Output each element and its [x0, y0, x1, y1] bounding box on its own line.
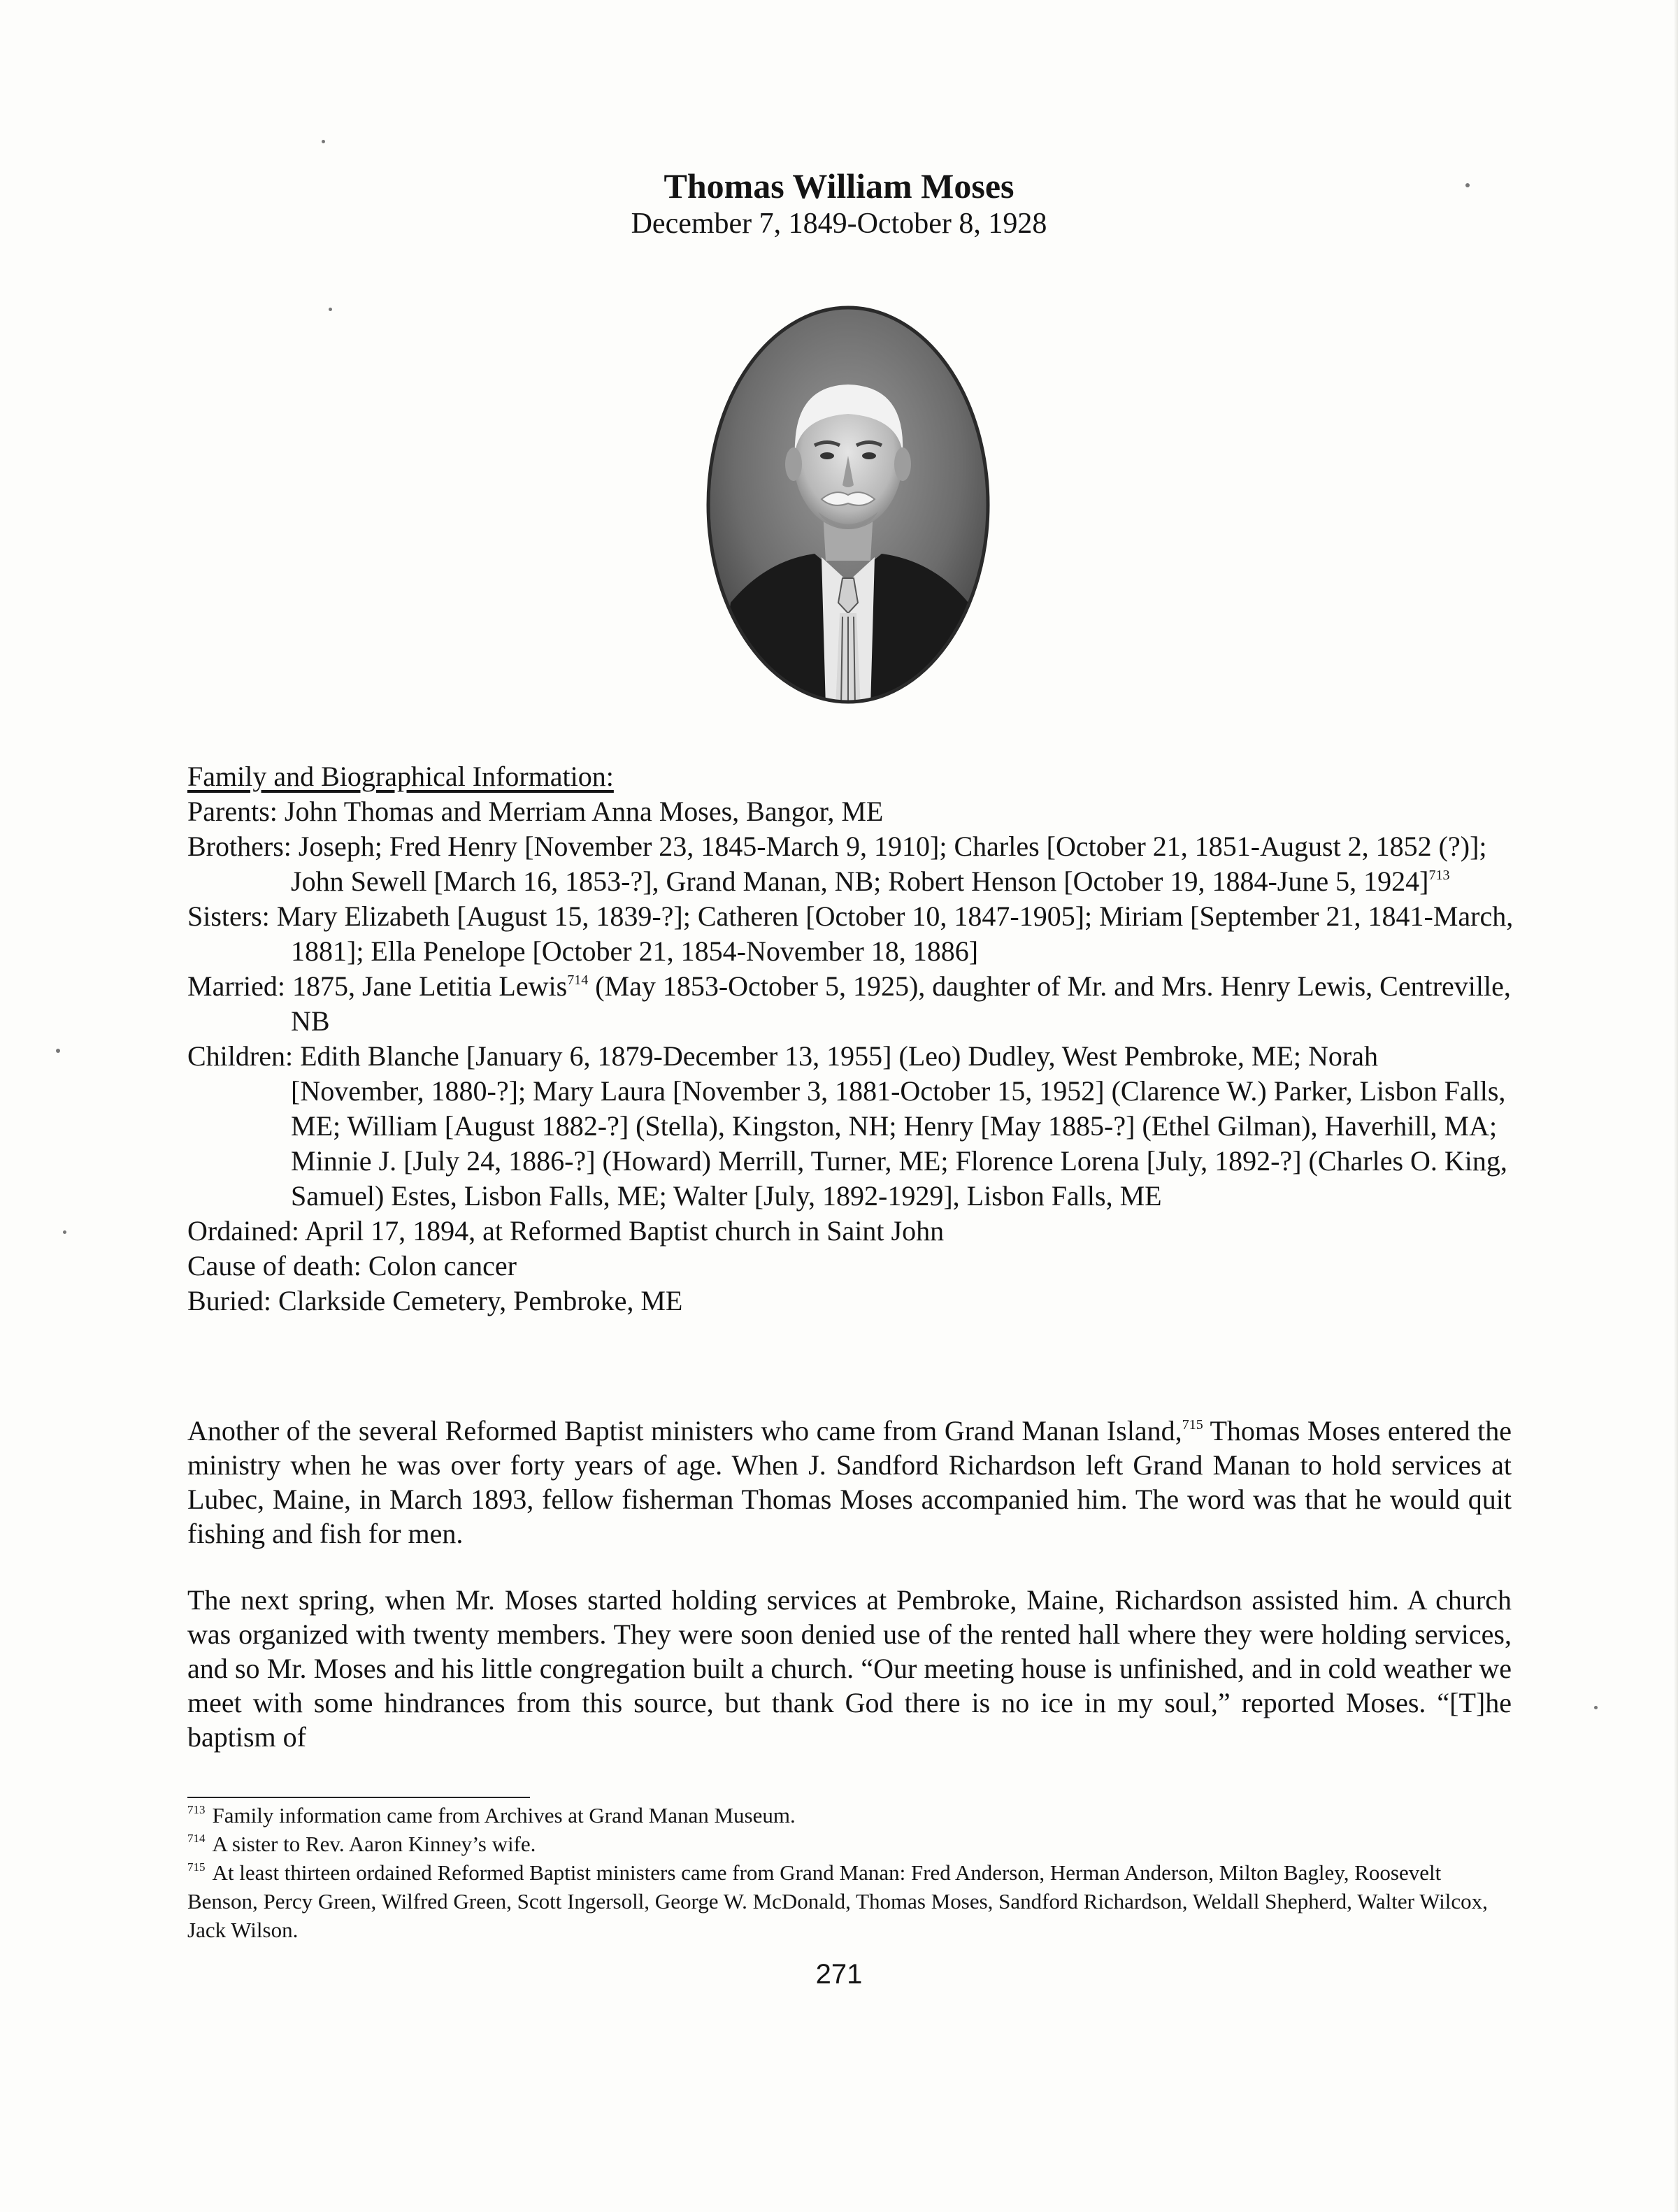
portrait-photo [703, 302, 994, 708]
married-entry [187, 969, 1516, 1039]
footnotes-block [187, 1801, 1502, 1944]
body-paragraph-2: The next spring, when Mr. Moses started holding services at Pembroke, Maine, Richardson assisted him. A church was organized with twenty members. They were soon denied use of the rented hall where they were holding services, and so Mr. Moses and his little congregation built a church. “Our meeting house is unfinished, and in cold weather we meet with some hindrances from this source, but thank God there is no ice in my soul,” reported Moses. “[T]he baptism of [187, 1584, 1512, 1753]
entry-text-tail: (May 1853-October 5, 1925), daughter of Mr. and Mrs. Henry Lewis, Centreville, NB [291, 970, 1511, 1037]
children-entry [187, 1039, 1516, 1214]
footnote-number: 714 [187, 1832, 206, 1845]
scan-speck [1594, 1706, 1598, 1709]
buried-entry [187, 1284, 1516, 1319]
footnote-text: Family information came from Archives at Grand Manan Museum. [212, 1803, 796, 1827]
page-number: 271 [815, 1959, 863, 1990]
scan-speck [63, 1230, 66, 1234]
scan-speck [56, 1049, 60, 1053]
scan-speck [322, 140, 325, 143]
life-dates: December 7, 1849-October 8, 1928 [631, 208, 1047, 240]
entry-label: Brothers: [187, 831, 292, 862]
body-paragraph-1 [187, 1414, 1512, 1551]
entry-text: Clarkside Cemetery, Pembroke, ME [271, 1285, 683, 1316]
footnote-ref: 714 [567, 972, 589, 988]
entry-label: Children: [187, 1040, 294, 1072]
footnote-number: 715 [187, 1860, 206, 1874]
scan-speck [1465, 183, 1470, 187]
page-title: Thomas William Moses [664, 166, 1014, 206]
paragraph-text: Another of the several Reformed Baptist ministers who came from Grand Manan Island, [187, 1415, 1182, 1446]
footnote-text: At least thirteen ordained Reformed Baptist ministers came from Grand Manan: Fred Anderson, Herman Anderson, Milton Bagley, Roosevelt Benson, Percy Green, Wilfred Green, Scott Ingersoll, George W. McDonald, Thomas Moses, Sandford Richardson, Weldall Shepherd, Walter Wilcox, Jack Wilson. [187, 1860, 1488, 1942]
paragraph-text: Thomas Moses entered the ministry when he was over forty years of age. When J. Sandford Richardson left Grand Manan to hold services at Lubec, Maine, in March 1893, fellow fisherman Thomas Moses accompanied him. The word was that he would quit fishing and fish for men. [187, 1415, 1512, 1549]
scan-speck [329, 308, 332, 311]
cause-of-death-entry [187, 1249, 1516, 1284]
entry-text: 1875, Jane Letitia Lewis [285, 970, 568, 1002]
family-info-block [187, 759, 1516, 1319]
entry-text: John Thomas and Merriam Anna Moses, Bangor, ME [277, 796, 884, 827]
entry-text: Mary Elizabeth [August 15, 1839-?]; Catheren [October 10, 1847-1905]; Miriam [September 21, 1841-March, 1881]; Ella Penelope [October 21, 1854-November 18, 1886] [269, 900, 1514, 967]
entry-text: Colon cancer [361, 1250, 517, 1281]
entry-text: Edith Blanche [January 6, 1879-December 13, 1955] (Leo) Dudley, West Pembroke, ME; Norah [November, 1880-?]; Mary Laura [November 3, 1881-October 15, 1952] (Clarence W.) Parker, Lisbon Falls, ME; William [August 1882-?] (Stella), Kingston, NH; Henry [May 1885-?] (Ethel Gilman), Haverhill, MA; Minnie J. [July 24, 1886-?] (Howard) Merrill, Turner, ME; Florence Lorena [July, 1892-?] (Charles O. King, Samuel) Estes, Lisbon Falls, ME; Walter [July, 1892-1929], Lisbon Falls, ME [291, 1040, 1507, 1212]
entry-label: Cause of death: [187, 1250, 361, 1281]
sisters-entry [187, 899, 1516, 969]
scan-edge-shadow [1674, 0, 1678, 2212]
entry-label: Parents: [187, 796, 278, 827]
footnote-number: 713 [187, 1803, 206, 1816]
footnote-714 [187, 1830, 1502, 1858]
entry-label: Buried: [187, 1285, 271, 1316]
footnote-715 [187, 1858, 1502, 1944]
entry-label: Sisters: [187, 900, 270, 932]
footnote-ref: 713 [1428, 868, 1450, 883]
entry-text: Joseph; Fred Henry [November 23, 1845-March 9, 1910]; Charles [October 21, 1851-August 2, 1852 (?)]; John Sewell [March 16, 1853-?], Grand Manan, NB; Robert Henson [October 19, 1884-June 5, 1924] [291, 831, 1487, 897]
entry-label: Married: [187, 970, 285, 1002]
parents-entry [187, 794, 1516, 829]
entry-label: Ordained: [187, 1215, 299, 1247]
brothers-entry [187, 829, 1516, 899]
footnote-text: A sister to Rev. Aaron Kinney’s wife. [212, 1832, 536, 1856]
family-info-heading: Family and Biographical Information: [187, 761, 614, 792]
footnote-divider [187, 1797, 530, 1798]
footnote-713 [187, 1801, 1502, 1830]
footnote-ref: 715 [1182, 1417, 1203, 1432]
entry-text: April 17, 1894, at Reformed Baptist church in Saint John [299, 1215, 945, 1247]
ordained-entry [187, 1214, 1516, 1249]
